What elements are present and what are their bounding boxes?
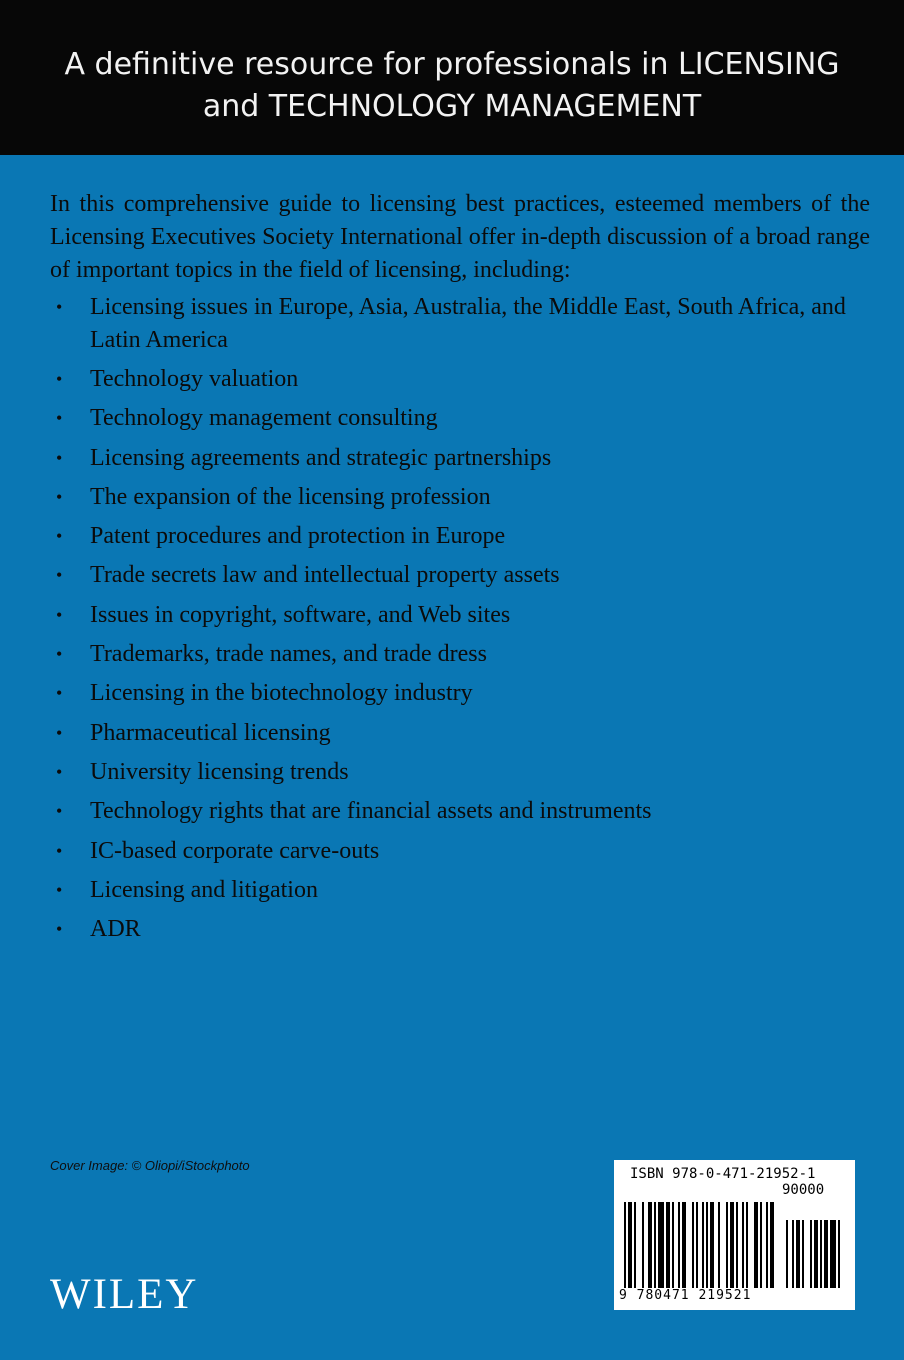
intro-paragraph: In this comprehensive guide to licensing best practices, esteemed members of the Licensing Executives Society International offer in-depth discussion of a broad range of important topics in the field of licensing, including:: [50, 191, 870, 283]
bullet-icon: •: [56, 722, 63, 743]
barcode-bar: [696, 1202, 698, 1288]
barcode-bar: [746, 1202, 748, 1288]
barcode-bar: [634, 1202, 636, 1288]
publisher-logo: WILEY: [50, 1271, 199, 1318]
isbn-number: ISBN 978-0-471-21952-1: [630, 1166, 816, 1182]
barcode-bar: [682, 1202, 686, 1288]
list-item: [50, 599, 870, 638]
barcode-digits: 9 780471 219521: [619, 1288, 752, 1303]
barcode-bar: [710, 1202, 714, 1288]
list-item: [50, 795, 870, 834]
barcode-bar: [678, 1202, 680, 1288]
bullet-icon: •: [56, 879, 63, 900]
bullet-icon: •: [56, 604, 63, 625]
topic-text: ADR: [90, 916, 141, 943]
cover-image-credit: Cover Image: © Oliopi/iStockphoto: [50, 1158, 250, 1173]
list-item: [50, 874, 870, 913]
topic-text: Technology management consulting: [90, 405, 438, 432]
bullet-icon: •: [56, 408, 63, 429]
list-item: [50, 363, 870, 402]
list-item: [50, 677, 870, 716]
bullet-icon: •: [56, 644, 63, 665]
barcode-bar: [648, 1202, 652, 1288]
barcode-bar: [730, 1202, 734, 1288]
list-item: [50, 638, 870, 677]
barcode-bar: [824, 1220, 828, 1288]
barcode-bar: [830, 1220, 836, 1288]
barcode-bar: [718, 1202, 720, 1288]
list-item: [50, 291, 870, 363]
bullet-icon: •: [56, 919, 63, 940]
barcode-bar: [754, 1202, 758, 1288]
topic-text: Licensing agreements and strategic partnerships: [90, 444, 552, 471]
list-item: [50, 756, 870, 795]
barcode-bar: [692, 1202, 694, 1288]
list-item: [50, 913, 870, 952]
bullet-icon: •: [56, 565, 63, 586]
topic-text: Technology valuation: [90, 366, 299, 392]
header-line-1: A definitive resource for professionals in LICENSING: [64, 47, 840, 82]
barcode-bar: [642, 1202, 644, 1288]
barcode-bar: [706, 1202, 708, 1288]
topic-text: Pharmaceutical licensing: [90, 719, 331, 746]
barcode-bar: [814, 1220, 818, 1288]
barcode-bar: [792, 1220, 794, 1288]
list-item: [50, 442, 870, 481]
bullet-icon: •: [56, 447, 63, 468]
description: [50, 188, 870, 943]
barcode-bar: [736, 1202, 738, 1288]
barcode-bar: [766, 1202, 768, 1288]
topic-text: Patent procedures and protection in Europe: [90, 523, 506, 550]
barcode-bar: [760, 1202, 762, 1288]
list-item: [50, 835, 870, 874]
list-item: [50, 520, 870, 559]
barcode-bar: [654, 1202, 656, 1288]
barcode-bar: [658, 1202, 664, 1288]
barcode-bar: [672, 1202, 674, 1288]
barcode-bar: [742, 1202, 744, 1288]
topic-text: Technology rights that are financial assets and instruments: [90, 798, 652, 825]
bullet-icon: •: [56, 486, 63, 507]
bullet-icon: •: [56, 761, 63, 782]
price-code: 90000: [782, 1182, 825, 1198]
barcode-bar: [770, 1202, 774, 1288]
bullet-icon: •: [56, 369, 63, 389]
list-item: [50, 559, 870, 598]
bullet-icon: •: [56, 840, 63, 861]
list-item: [50, 481, 870, 520]
barcode-bar: [802, 1220, 804, 1288]
header-banner: [0, 0, 904, 155]
barcode-bars-icon: [624, 1202, 846, 1288]
topic-list: [50, 291, 870, 952]
topic-text: Trade secrets law and intellectual property assets: [90, 562, 560, 589]
topic-text: Licensing issues in Europe, Asia, Australia, the Middle East, South Africa, and Latin America: [90, 294, 846, 353]
barcode-bar: [838, 1220, 840, 1288]
topic-text: IC-based corporate carve-outs: [90, 837, 380, 864]
topic-text: The expansion of the licensing profession: [90, 483, 491, 510]
list-item: [50, 717, 870, 756]
list-item: [50, 402, 870, 441]
barcode-bar: [702, 1202, 704, 1288]
barcode-bar: [796, 1220, 800, 1288]
bullet-icon: •: [56, 526, 63, 547]
bullet-icon: •: [56, 801, 63, 822]
barcode-bar: [820, 1220, 822, 1288]
topic-text: University licensing trends: [90, 758, 349, 785]
barcode-bar: [628, 1202, 632, 1288]
barcode-bar: [726, 1202, 728, 1288]
topic-text: Issues in copyright, software, and Web sites: [90, 601, 511, 628]
isbn-barcode-panel: [614, 1160, 855, 1310]
barcode-bar: [624, 1202, 626, 1288]
barcode-bar: [786, 1220, 788, 1288]
barcode-bar: [666, 1202, 670, 1288]
bullet-icon: •: [56, 683, 63, 704]
topic-text: Trademarks, trade names, and trade dress: [90, 641, 487, 668]
barcode-bar: [810, 1220, 812, 1288]
bullet-icon: •: [56, 297, 63, 317]
topic-text: Licensing in the biotechnology industry: [90, 680, 473, 707]
header-line-2: and TECHNOLOGY MANAGEMENT: [202, 89, 702, 124]
topic-text: Licensing and litigation: [90, 876, 318, 903]
